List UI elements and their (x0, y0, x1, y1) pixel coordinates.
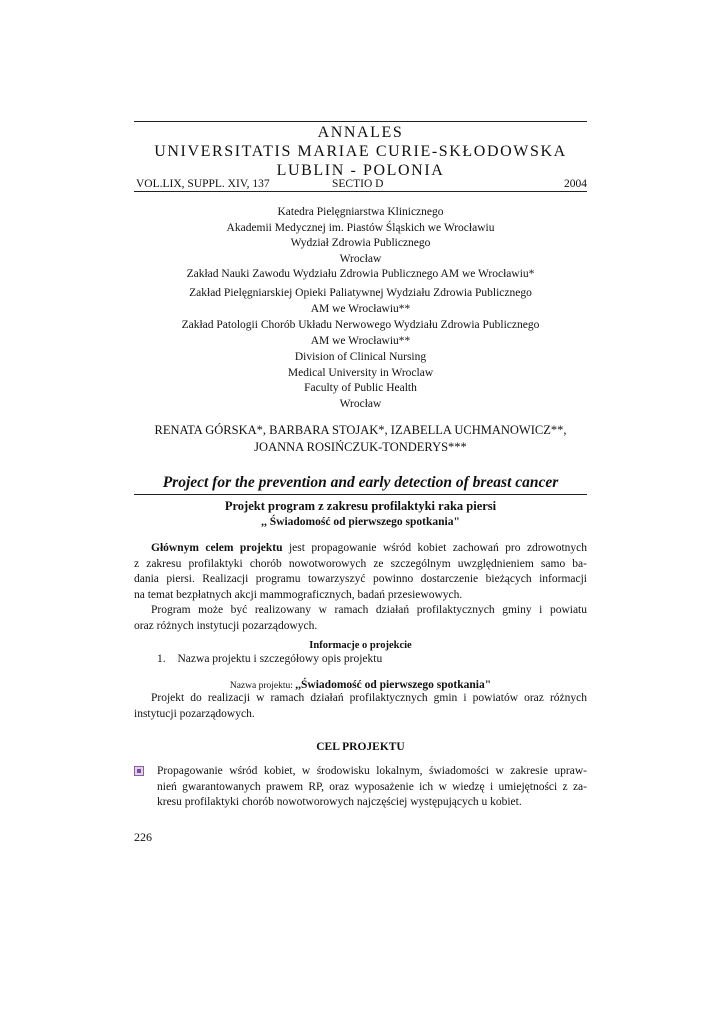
bullet-line: kresu profilaktyki chorób nowotworowych najczęściej występujących u kobiet. (157, 796, 522, 808)
paragraph-line: Projekt do realizacji w ramach działań profilaktycznych gmin i powiatów oraz różnych (151, 692, 587, 704)
intro-paragraph (134, 541, 587, 634)
affiliation-line: Zakład Pielęgniarskiej Opieki Paliatywnej Wydziału Zdrowia Publicznego (189, 287, 532, 299)
paragraph-line: na temat bezpłatnych akcji mammograficznych, badań przesiewowych. (134, 588, 463, 601)
cel-heading: CEL PROJEKTU (316, 741, 405, 753)
paragraph-line: instytucji pozarządowych. (134, 707, 255, 720)
project-name-value: ,,Świadomość od pierwszego spotkania" (295, 679, 492, 691)
bullet-line: Propagowanie wśród kobiet, w środowisku lokalnym, świadomości w zakresie upraw- (157, 765, 587, 777)
volume-rule (134, 191, 587, 192)
volume-info: VOL.LIX, SUPPL. XIV, 137 (136, 178, 270, 190)
affiliation-line: AM we Wrocławiu** (310, 334, 411, 347)
title-rule (134, 494, 587, 495)
title-english: Project for the prevention and early detection of breast cancer (162, 474, 559, 491)
info-heading: Informacje o projekcie (309, 640, 412, 651)
affiliation-1 (134, 205, 587, 236)
affiliation-5 (134, 318, 587, 349)
affiliation-line: Faculty of Public Health (304, 382, 417, 394)
journal-title: ANNALES (317, 124, 404, 141)
affiliation-4 (134, 286, 587, 317)
affiliation-line: Wrocław (339, 397, 382, 410)
author-line: RENATA GÓRSKA*, BARBARA STOJAK*, IZABELLA UCHMANOWICZ**, (154, 423, 567, 437)
affiliation-line: AM we Wrocławiu** (310, 302, 411, 315)
affiliation-line: Wydział Zdrowia Publicznego (290, 237, 431, 249)
info-item (157, 653, 382, 665)
project-name-label: Nazwa projektu: (229, 681, 296, 691)
bullet-line: nień gwarantowanych prawem RP, oraz wyposażenie ich w wiedzę i umiejętności z za- (157, 780, 587, 793)
project-name (134, 679, 587, 691)
authors (134, 422, 587, 456)
affiliation-line: Akademii Medycznej im. Piastów Śląskich we Wrocławiu (226, 221, 495, 234)
item-text: Nazwa projektu i szczegółowy opis projektu (177, 653, 383, 665)
affiliation-2 (134, 236, 587, 267)
title-polish-line: Projekt program z zakresu profilaktyki raka piersi (224, 499, 497, 513)
paragraph-line: z zakresu profilaktyki chorób nowotworowych ze szczególnym uwzględnieniem samo ba- (134, 557, 587, 570)
lead-rest: jest propagowanie wśród kobiet zachowań pro zdrowotnych (282, 542, 587, 554)
journal-university: UNIVERSITATIS MARIAE CURIE-SKŁODOWSKA (154, 143, 567, 160)
bullet-square-icon (134, 766, 144, 776)
paragraph-line: oraz różnych instytucji pozarządowych. (134, 619, 318, 632)
affiliation-line: Medical University in Wroclaw (287, 366, 434, 379)
affiliation-line: Division of Clinical Nursing (294, 351, 427, 363)
affiliation-line: Zakład Patologii Chorób Układu Nerwowego Wydziału Zdrowia Publicznego (181, 319, 540, 331)
title-polish (134, 498, 587, 530)
paragraph-line: Program może być realizowany w ramach działań profilaktycznych gminy i powiatu (151, 604, 587, 616)
lead-bold: Głównym celem projektu (151, 542, 283, 554)
affiliation-line: Katedra Pielęgniarstwa Klinicznego (277, 206, 444, 218)
affiliation-line: Zakład Nauki Zawodu Wydziału Zdrowia Publicznego AM we Wrocławiu* (186, 268, 535, 280)
affiliation-3 (134, 267, 587, 283)
cel-bullet (157, 764, 587, 811)
paragraph-line (134, 541, 587, 557)
year-info: 2004 (564, 178, 587, 190)
project-description (134, 691, 587, 722)
top-rule (134, 121, 587, 122)
section-info: SECTIO D (332, 178, 384, 190)
affiliation-line: Wrocław (339, 252, 382, 265)
title-polish-subtitle: ,, Świadomość od pierwszego spotkania" (261, 516, 460, 528)
journal-city: LUBLIN - POLONIA (276, 162, 445, 179)
paragraph-line: dania piersi. Realizacji programu towarzyszyć powinno dostarczenie bieżących informacji (134, 573, 587, 585)
author-line: JOANNA ROSIŃCZUK-TONDERYS*** (254, 440, 467, 454)
page-number: 226 (134, 830, 152, 844)
affiliation-english (134, 350, 587, 412)
item-number: 1. (157, 653, 166, 665)
